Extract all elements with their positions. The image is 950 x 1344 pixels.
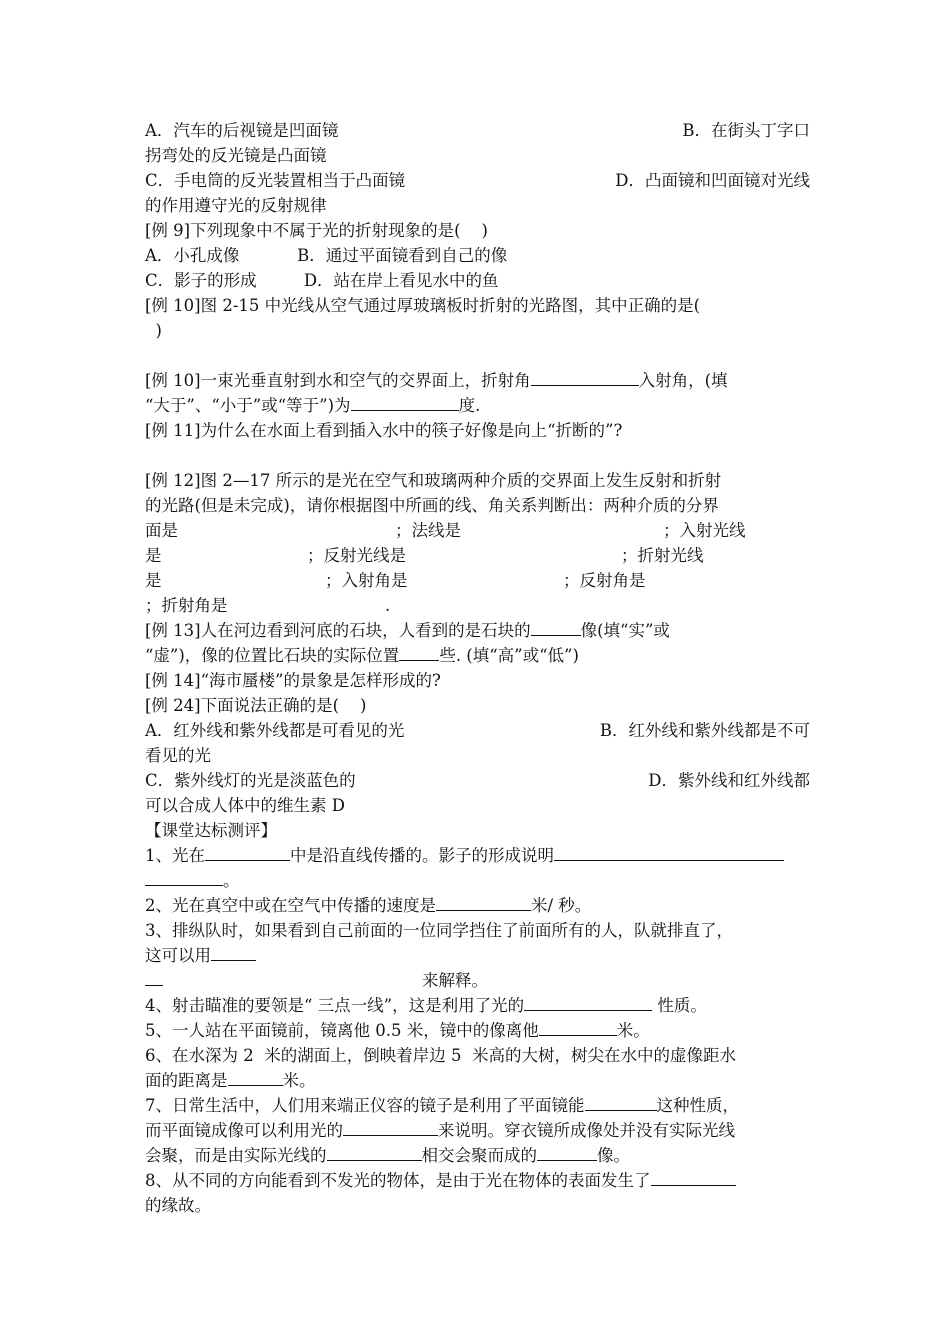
answer-blank[interactable] (436, 893, 531, 911)
text-segment: 会聚，而是由实际光线的 (145, 1146, 327, 1165)
text-segment: 来说明。穿衣镜所成像处并没有实际光线 (438, 1121, 735, 1140)
text-segment: 相交会聚而成的 (421, 1146, 537, 1165)
text-segment: 米/ 秒。 (531, 896, 592, 915)
text-segment: . (385, 596, 391, 615)
question-example-12-fill (145, 568, 810, 593)
question-example-11: [例 11]为什么在水面上看到插入水中的筷子好像是向上“折断的”? (145, 421, 623, 440)
answer-blank[interactable] (585, 1093, 657, 1111)
text-segment: 是 (145, 546, 162, 565)
text-segment: 而平面镜成像可以利用光的 (145, 1121, 343, 1140)
text-segment: [例 10]一束光垂直射到水和空气的交界面上，折射角 (145, 371, 531, 390)
quiz-question-6: 6、在水深为 2 米的湖面上，倒映着岸边 5 米高的大树，树尖在水中的虚像距水 (145, 1046, 736, 1065)
answer-blank[interactable] (539, 1018, 617, 1036)
options-example-9-cd: C．影子的形成 D．站在岸上看见水中的鱼 (145, 271, 499, 290)
question-example-13-cont (145, 643, 810, 668)
option-row (145, 768, 810, 793)
option-c: C．手电筒的反光装置相当于凸面镜 (145, 171, 406, 190)
option-a: A．红外线和紫外线都是可看见的光 (145, 721, 405, 740)
option-row (145, 118, 810, 143)
answer-blank[interactable] (399, 643, 439, 661)
text-segment: 来解释。 (422, 971, 488, 990)
quiz-question-3: 3、排纵队时，如果看到自己前面的一位同学挡住了前面所有的人，队就排直了， (145, 921, 733, 940)
question-example-12-fill (145, 518, 810, 543)
text-segment: ；入射光线 (663, 521, 746, 540)
text-segment: 米。 (282, 1071, 316, 1090)
text-segment: 。 (223, 871, 240, 890)
question-example-10a-cont: ) (145, 321, 162, 340)
option-continuation: 可以合成人体中的维生素 D (145, 796, 345, 815)
text-segment: 是 (145, 571, 162, 590)
answer-blank[interactable] (205, 843, 290, 861)
answer-blank[interactable] (537, 1143, 597, 1161)
options-example-9-ab: A．小孔成像 B．通过平面镜看到自己的像 (145, 246, 508, 265)
quiz-question-2 (145, 893, 810, 918)
text-segment: 面的距离是 (145, 1071, 228, 1090)
option-d: D．凸面镜和凹面镜对光线 (615, 171, 810, 190)
quiz-question-8 (145, 1168, 810, 1193)
option-continuation: 拐弯处的反光镜是凸面镜 (145, 146, 327, 165)
answer-blank[interactable] (145, 968, 163, 986)
text-segment: 这可以用 (145, 946, 211, 965)
answer-blank[interactable] (531, 618, 581, 636)
quiz-question-7-cont (145, 1118, 810, 1143)
answer-blank[interactable] (531, 368, 639, 386)
question-example-12-cont: 的光路(但是未完成)，请你根据图中所画的线、角关系判断出：两种介质的分界 (145, 496, 719, 515)
quiz-question-7-cont (145, 1143, 810, 1168)
option-b: B．在街头丁字口 (682, 121, 810, 140)
quiz-question-3-cont (145, 943, 810, 968)
text-segment: ；反射角是 (563, 571, 646, 590)
text-segment: 米。 (616, 1021, 650, 1040)
text-segment: 7、日常生活中，人们用来端正仪容的镜子是利用了平面镜能 (145, 1096, 585, 1115)
text-segment: 些. (填“高”或“低”) (439, 646, 579, 665)
text-segment: 这种性质， (656, 1096, 739, 1115)
text-segment: 1、光在 (145, 846, 205, 865)
answer-blank[interactable] (211, 943, 256, 961)
text-segment: 4、射击瞄准的要领是“ 三点一线”，这是利用了光的 (145, 996, 525, 1015)
question-example-12: [例 12]图 2—17 所示的是光在空气和玻璃两种介质的交界面上发生反射和折射 (145, 471, 722, 490)
question-example-14: [例 14]“海市蜃楼”的景象是怎样形成的? (145, 671, 441, 690)
question-example-10a: [例 10]图 2-15 中光线从空气通过厚玻璃板时折射的光路图，其中正确的是( (145, 296, 701, 315)
option-a: A．汽车的后视镜是凹面镜 (145, 121, 339, 140)
text-segment: 度. (458, 396, 481, 415)
option-row (145, 168, 810, 193)
quiz-question-8-cont: 的缘故。 (145, 1196, 211, 1215)
text-segment: 8、从不同的方向能看到不发光的物体，是由于光在物体的表面发生了 (145, 1171, 651, 1190)
answer-blank[interactable] (327, 1143, 422, 1161)
option-continuation: 的作用遵守光的反射规律 (145, 196, 327, 215)
quiz-question-1-cont (145, 868, 810, 893)
answer-blank[interactable] (524, 993, 652, 1011)
quiz-question-4 (145, 993, 810, 1018)
answer-blank[interactable] (228, 1068, 283, 1086)
text-segment: ；折射角是 (145, 596, 228, 615)
text-segment: 面是 (145, 521, 178, 540)
text-segment: 像。 (597, 1146, 630, 1165)
answer-blank[interactable] (351, 393, 459, 411)
quiz-question-1 (145, 843, 810, 868)
text-segment: 5、一人站在平面镜前，镜离他 0.5 米，镜中的像离他 (145, 1021, 539, 1040)
option-row (145, 718, 810, 743)
question-example-24: [例 24]下面说法正确的是( ) (145, 696, 367, 715)
text-segment: 性质。 (652, 996, 707, 1015)
quiz-question-6-cont (145, 1068, 810, 1093)
section-title: 【课堂达标测评】 (145, 821, 277, 840)
answer-blank[interactable] (554, 843, 784, 861)
text-segment: ；入射角是 (325, 571, 408, 590)
answer-blank[interactable] (145, 868, 223, 886)
question-example-10b-cont (145, 393, 810, 418)
quiz-question-5 (145, 1018, 810, 1043)
document-page (145, 118, 810, 1218)
answer-blank[interactable] (343, 1118, 438, 1136)
text-segment: 入射角，(填 (638, 371, 728, 390)
text-segment: “大于”、“小于”或“等于”)为 (145, 396, 351, 415)
text-segment: ；折射光线 (621, 546, 704, 565)
question-example-9: [例 9]下列现象中不属于光的折射现象的是( ) (145, 221, 488, 240)
option-continuation: 看见的光 (145, 746, 211, 765)
text-segment: [例 13]人在河边看到河底的石块，人看到的是石块的 (145, 621, 531, 640)
text-segment: ；法线是 (395, 521, 461, 540)
text-segment: ；反射光线是 (307, 546, 406, 565)
question-example-13 (145, 618, 810, 643)
answer-blank[interactable] (651, 1168, 736, 1186)
text-segment: 像(填“实”或 (580, 621, 670, 640)
text-segment: “虚”)，像的位置比石块的实际位置 (145, 646, 400, 665)
quiz-question-7 (145, 1093, 810, 1118)
question-example-12-fill (145, 543, 810, 568)
question-example-12-fill (145, 593, 810, 618)
text-segment: 2、光在真空中或在空气中传播的速度是 (145, 896, 436, 915)
option-d: D．紫外线和红外线都 (648, 771, 810, 790)
option-c: C．紫外线灯的光是淡蓝色的 (145, 771, 356, 790)
text-segment: 中是沿直线传播的。影子的形成说明 (290, 846, 554, 865)
option-b: B．红外线和紫外线都是不可 (599, 721, 810, 740)
question-example-10b (145, 368, 810, 393)
quiz-question-3-cont (145, 968, 810, 993)
